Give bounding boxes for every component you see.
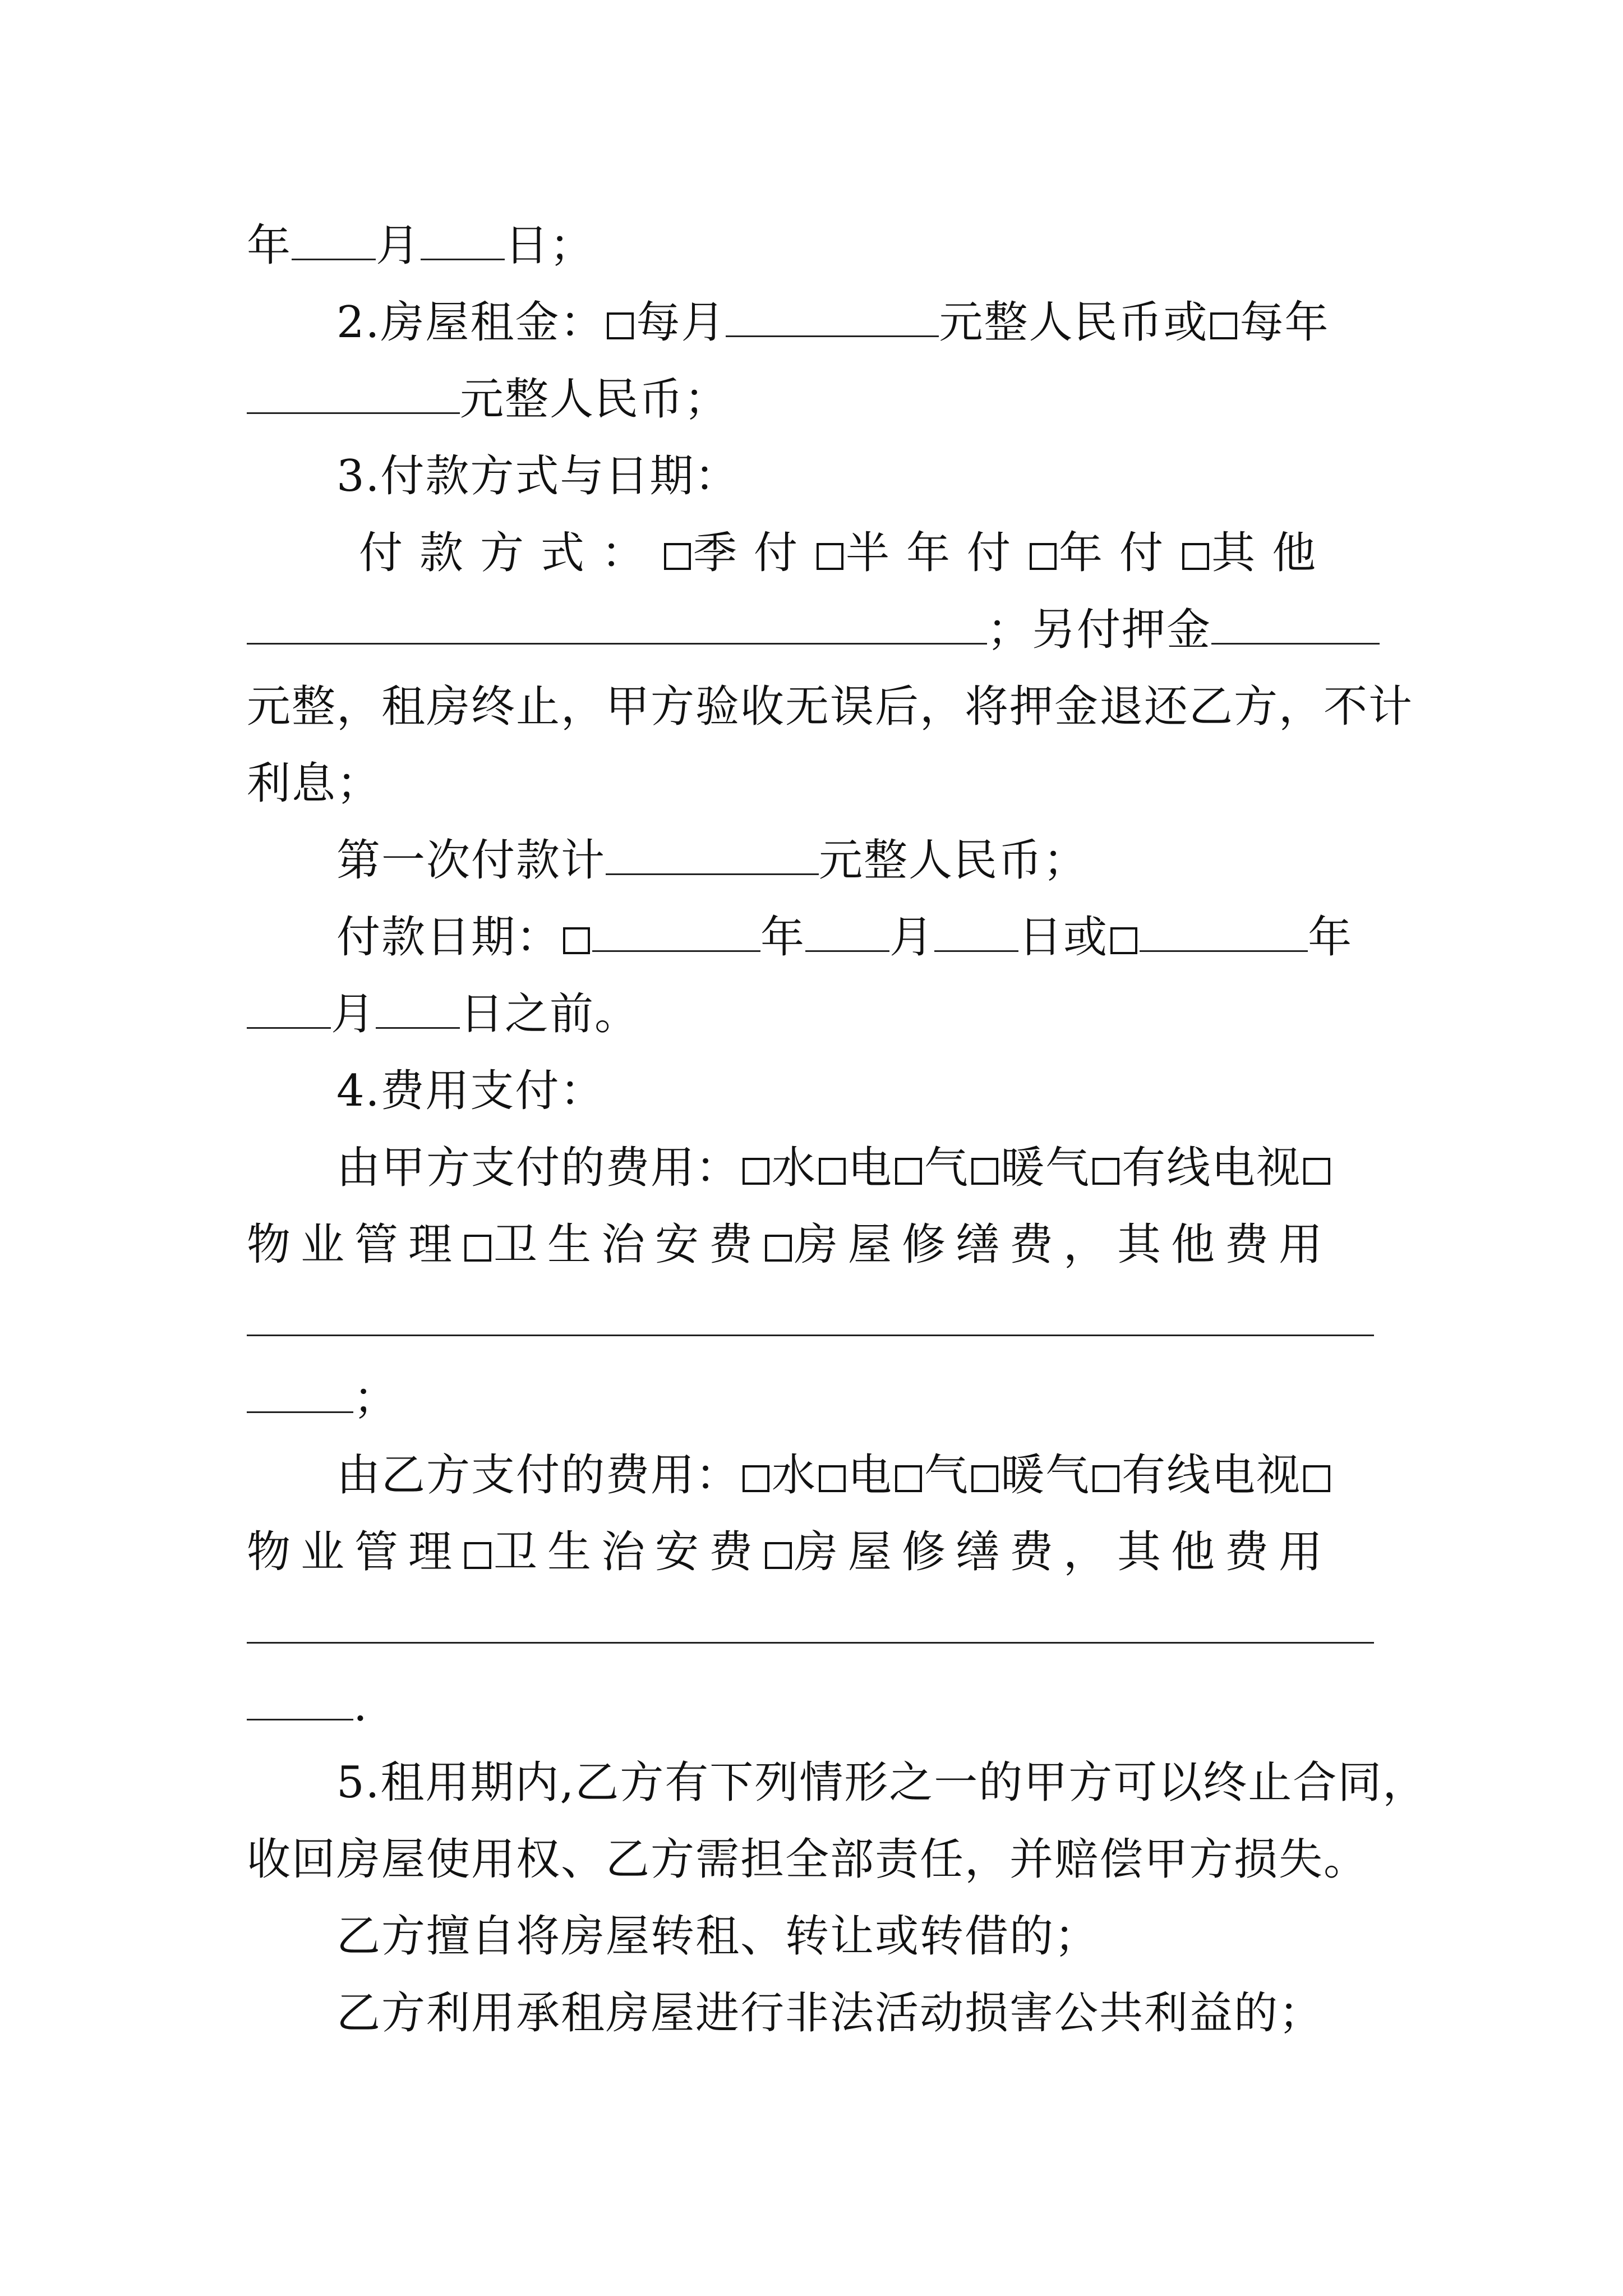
text: 年 (247, 220, 292, 271)
party-b-fees-line (336, 1437, 1391, 1514)
checkbox[interactable] (1110, 927, 1137, 954)
blank-line (247, 1591, 1391, 1668)
blank-field[interactable] (726, 297, 939, 337)
text: 日之前。 (460, 989, 640, 1039)
checkbox[interactable] (563, 927, 590, 954)
text: 年 (1308, 912, 1353, 963)
text-line (247, 1668, 1391, 1745)
text: 年 (760, 912, 806, 963)
text: 第一次付款计 (336, 835, 606, 886)
checkbox[interactable] (765, 1542, 792, 1569)
text-line (336, 1745, 1428, 1821)
text: 水 (772, 1450, 817, 1501)
text: 由乙方支付的费用： (336, 1450, 741, 1501)
text: 元整人民币； (819, 835, 1089, 886)
blank-field[interactable] (247, 1373, 353, 1413)
text-line (336, 1975, 1391, 2052)
checkbox[interactable] (464, 1235, 491, 1262)
text: 日或 (1018, 912, 1109, 963)
text: 房屋修缮费，其他费用 (794, 1527, 1333, 1577)
text: ；另付押金 (987, 605, 1212, 655)
text-line (247, 746, 1391, 822)
checkbox[interactable] (1303, 1465, 1330, 1492)
text: 卫生治安费 (494, 1220, 763, 1270)
blank-field[interactable] (606, 835, 819, 875)
checkbox[interactable] (1182, 543, 1209, 570)
text: 房屋修缮费，其他费用 (794, 1220, 1333, 1270)
text-line (247, 208, 1391, 284)
blank-field[interactable] (1211, 605, 1380, 645)
text-line (247, 1821, 1391, 1898)
checkbox[interactable] (895, 1465, 922, 1492)
text: 季付 (693, 528, 815, 578)
blank-field[interactable] (934, 912, 1018, 952)
section-heading (336, 1053, 1391, 1130)
text-line (247, 1360, 1391, 1437)
text: 乙方利用承租房屋进行非法活动损害公共利益的； (336, 1988, 1324, 2039)
text-line (247, 1514, 1391, 1591)
blank-field[interactable] (247, 989, 331, 1029)
blank-field[interactable] (421, 220, 505, 260)
text: 月 (889, 912, 935, 963)
text: ； (353, 1373, 399, 1424)
first-payment-line (336, 822, 1391, 899)
checkbox[interactable] (464, 1542, 491, 1569)
checkbox[interactable] (1092, 1465, 1119, 1492)
checkbox[interactable] (817, 543, 843, 570)
blank-field[interactable] (592, 912, 760, 952)
payment-method-line (359, 515, 1413, 592)
text: 其他 (1211, 528, 1333, 578)
section-heading (336, 438, 1391, 515)
checkbox[interactable] (1303, 1158, 1330, 1185)
text-line (336, 1898, 1391, 1975)
text: 利息； (247, 758, 382, 809)
text: 月 (376, 220, 421, 271)
text: 4.费用支付： (336, 1066, 605, 1116)
text: 电 (848, 1450, 893, 1501)
checkbox[interactable] (819, 1158, 846, 1185)
text: 2.房屋租金： (336, 297, 605, 348)
text: 收回房屋使用权、乙方需担全部责任，并赔偿甲方损失。 (247, 1834, 1369, 1885)
text: 水 (772, 1143, 817, 1193)
text: 有线电视 (1122, 1143, 1302, 1193)
checkbox[interactable] (971, 1465, 998, 1492)
text-line (247, 361, 1391, 438)
blank-field[interactable] (247, 1604, 1374, 1644)
checkbox[interactable] (765, 1235, 792, 1262)
checkbox[interactable] (743, 1465, 769, 1492)
text: 付款方式： (359, 528, 662, 578)
blank-field[interactable] (805, 912, 889, 952)
text: 5.租用期内,乙方有下列情形之一的甲方可以终止合同， (336, 1757, 1428, 1808)
text: 电 (848, 1143, 893, 1193)
text: 暖气 (1000, 1143, 1091, 1193)
checkbox[interactable] (664, 543, 691, 570)
checkbox[interactable] (895, 1158, 922, 1185)
blank-field[interactable] (247, 1681, 353, 1720)
text: 乙方擅自将房屋转租、转让或转借的； (336, 1911, 1100, 1962)
text-line (247, 669, 1414, 746)
text: 物业管理 (247, 1527, 463, 1577)
blank-field[interactable] (247, 374, 460, 414)
checkbox[interactable] (1210, 312, 1237, 339)
text: 每月 (636, 297, 726, 348)
text-line (247, 976, 1391, 1053)
blank-field[interactable] (292, 220, 376, 260)
text: 卫生治安费 (494, 1527, 763, 1577)
blank-line (247, 1283, 1391, 1360)
text: 有线电视 (1122, 1450, 1302, 1501)
text-line (247, 1207, 1391, 1283)
checkbox[interactable] (1030, 543, 1057, 570)
checkbox[interactable] (819, 1465, 846, 1492)
rent-line (336, 284, 1391, 361)
blank-field[interactable] (247, 605, 987, 645)
text: . (353, 1681, 368, 1731)
text: 元整人民币或 (939, 297, 1209, 348)
text: 元整人民币； (460, 374, 730, 425)
payment-date-line (336, 899, 1391, 976)
text: 由甲方支付的费用： (336, 1143, 741, 1193)
party-a-fees-line (336, 1130, 1391, 1207)
checkbox[interactable] (1092, 1158, 1119, 1185)
text: 月 (331, 989, 376, 1039)
text: 物业管理 (247, 1220, 463, 1270)
text: 年付 (1059, 528, 1181, 578)
text: 半年付 (846, 528, 1028, 578)
text: 付款日期： (336, 912, 561, 963)
checkbox[interactable] (743, 1158, 769, 1185)
text: 每年 (1239, 297, 1330, 348)
blank-field[interactable] (1140, 912, 1308, 952)
deposit-line (247, 592, 1391, 669)
text: 3.付款方式与日期： (336, 451, 740, 501)
text: 暖气 (1000, 1450, 1091, 1501)
text: 气 (924, 1450, 970, 1501)
text: 气 (924, 1143, 970, 1193)
text: 元整，租房终止，甲方验收无误后，将押金退还乙方，不计 (247, 682, 1414, 732)
blank-field[interactable] (376, 989, 460, 1029)
checkbox[interactable] (607, 312, 634, 339)
checkbox[interactable] (971, 1158, 998, 1185)
text: 日； (505, 220, 595, 271)
blank-field[interactable] (247, 1296, 1374, 1336)
